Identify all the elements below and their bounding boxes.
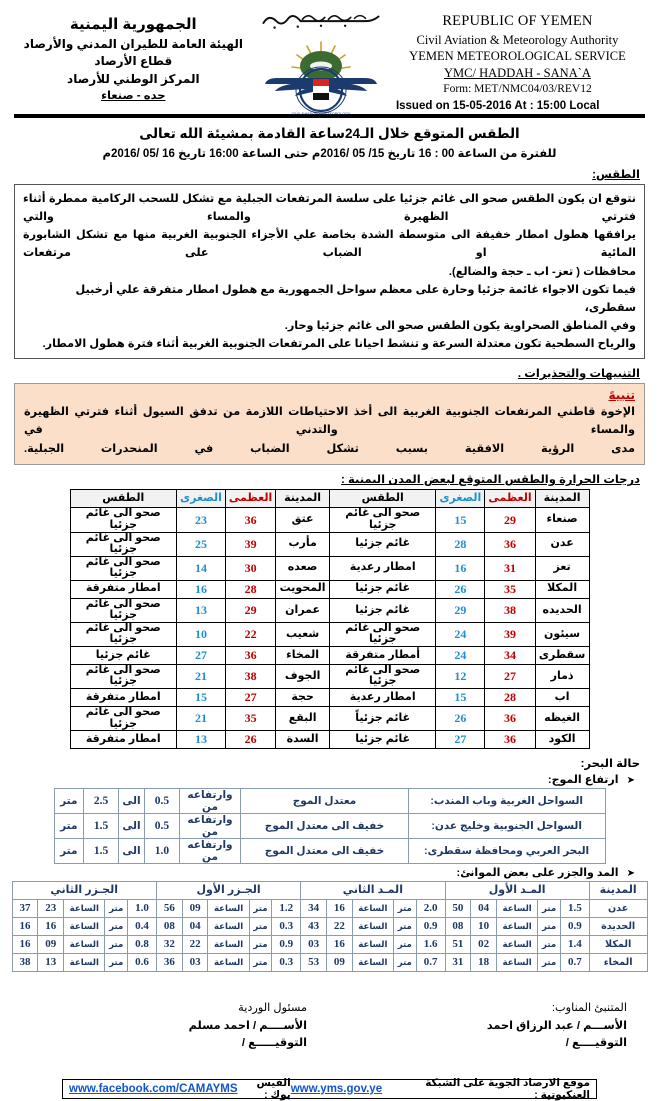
temp-cell-max-left: 36 xyxy=(225,646,275,664)
tide-cell-city: المخاء xyxy=(589,954,647,972)
temp-cell-weather-right: امطار رعدية xyxy=(329,689,436,707)
bullet-arrow-icon: ➤ xyxy=(626,775,635,787)
tide-table-wrapper xyxy=(10,881,649,972)
temp-cell-city-left: حجة xyxy=(276,689,330,707)
table-row xyxy=(12,936,647,954)
tide-cell-high-2-meters: 2.0 xyxy=(416,900,445,918)
sub-label-wave-height xyxy=(10,773,635,786)
header-logo-block xyxy=(249,8,394,116)
temp-cell-min-right: 26 xyxy=(436,707,485,731)
temp-cell-max-right: 36 xyxy=(485,532,535,556)
temp-cell-weather-right: أمطار متفرقة xyxy=(329,646,436,664)
tide-cell-low-2-hour-label: الساعة xyxy=(64,900,105,918)
header-ar-line2: الهيئة العامة للطيران المدني والأرصاد xyxy=(23,36,243,51)
signature-shift-supervisor xyxy=(77,1000,307,1053)
temp-cell-weather-left: صحو الى غائم جزئيا xyxy=(70,707,177,731)
tide-cell-high-1-mm: 18 xyxy=(471,954,497,972)
temp-cell-min-left: 14 xyxy=(177,556,226,580)
header-ar-line4: المركز الوطني للأرصاد xyxy=(67,71,200,86)
tide-cell-high-1-hour-label: الساعة xyxy=(497,936,538,954)
temp-cell-city-right: الحديده xyxy=(535,598,589,622)
sea-cell-from-value: 1.0 xyxy=(144,839,179,864)
th-min-right: الصغرى xyxy=(436,490,485,508)
sea-state-table-wrapper xyxy=(10,788,649,864)
temp-cell-city-left: السدة xyxy=(276,731,330,749)
tide-cell-high-2-unit: متر xyxy=(393,918,416,936)
temp-cell-min-right: 24 xyxy=(436,646,485,664)
sea-cell-state: خفيف الى معتدل الموج xyxy=(241,839,409,864)
temp-cell-min-left: 10 xyxy=(177,622,226,646)
tide-cell-low-1-mm: 04 xyxy=(182,918,208,936)
temp-cell-city-right: الكود xyxy=(535,731,589,749)
section-label-sea: حالة البحر: xyxy=(580,758,640,771)
tide-cell-low-1-unit: متر xyxy=(249,954,272,972)
sea-cell-state: خفيف الى معتدل الموج xyxy=(241,814,409,839)
sea-cell-to-value: 1.5 xyxy=(84,814,119,839)
temp-cell-max-right: 29 xyxy=(485,508,535,532)
sea-cell-from-label: وارتفاعه من xyxy=(179,789,240,814)
warning-title: تنبيهً xyxy=(608,388,635,403)
tide-cell-low-1-hh: 56 xyxy=(156,900,182,918)
tide-cell-low-1-hour-label: الساعة xyxy=(208,954,249,972)
temp-cell-weather-right: غائم جزئيا xyxy=(329,731,436,749)
tide-cell-high-1-hour-label: الساعة xyxy=(497,918,538,936)
supervisor-signature: التوقيـــــع / xyxy=(241,1037,307,1050)
th-tide-high2: المـد الثاني xyxy=(301,882,445,900)
temp-cell-weather-right: صحو الى غائم جزئيا xyxy=(329,664,436,688)
temp-cell-weather-left: امطار متفرقة xyxy=(70,689,177,707)
temp-cell-city-right: سقطرى xyxy=(535,646,589,664)
temp-cell-weather-right: غائم جزئيا xyxy=(329,532,436,556)
tide-table-body xyxy=(12,900,647,972)
tide-cell-high-1-mm: 04 xyxy=(471,900,497,918)
tide-cell-high-2-hour-label: الساعة xyxy=(352,954,393,972)
temp-cell-min-left: 27 xyxy=(177,646,226,664)
tide-cell-city: عدن xyxy=(589,900,647,918)
table-row xyxy=(12,918,647,936)
forecast-line-3: محافظات ( تعز- اب ـ حجة والضالع). xyxy=(448,265,636,278)
temp-cell-weather-left: صحو الى غائم جزئيا xyxy=(70,532,177,556)
signature-row xyxy=(10,1000,649,1053)
th-tide-low1: الجـزر الأول xyxy=(156,882,300,900)
temp-cell-weather-right: غائم جزئيا xyxy=(329,598,436,622)
header-english-block xyxy=(394,8,641,114)
temp-cell-city-right: سيئون xyxy=(535,622,589,646)
temp-cell-min-right: 29 xyxy=(436,598,485,622)
tide-cell-high-1-hh: 51 xyxy=(445,936,471,954)
header-en-line3: YEMEN METEOROLOGICAL SERVICE xyxy=(409,49,626,64)
tide-cell-high-1-unit: متر xyxy=(538,900,561,918)
signature-forecaster xyxy=(377,1000,627,1053)
temp-cell-min-left: 13 xyxy=(177,598,226,622)
temp-cell-min-left: 15 xyxy=(177,689,226,707)
temp-cell-max-right: 36 xyxy=(485,707,535,731)
header-ar-line3: قطاع الأرصاد xyxy=(94,54,173,69)
sea-cell-region: البحر العربي ومحافظة سقطرى: xyxy=(408,839,605,864)
sea-cell-to-label: الى xyxy=(119,814,145,839)
temp-cell-city-left: مأرب xyxy=(276,532,330,556)
temp-cell-weather-right: امطار رعدية xyxy=(329,556,436,580)
temp-cell-max-left: 26 xyxy=(225,731,275,749)
forecast-line-4: فيما تكون الاجواء غائمة جزئيا وحارة على معظم سواحل الجمهورية مع هطول امطار متفرقة علي أرخبيل سقطرى، xyxy=(75,283,636,314)
table-row xyxy=(54,814,605,839)
tide-cell-high-1-hour-label: الساعة xyxy=(497,954,538,972)
temp-cell-max-left: 22 xyxy=(225,622,275,646)
temp-cell-max-left: 28 xyxy=(225,580,275,598)
tide-cell-low-2-mm: 16 xyxy=(38,918,64,936)
tide-cell-high-2-hh: 03 xyxy=(301,936,327,954)
tide-cell-low-2-hh: 37 xyxy=(12,900,38,918)
tide-cell-high-1-hh: 50 xyxy=(445,900,471,918)
civil-aviation-emblem-icon xyxy=(261,38,381,116)
tide-cell-low-1-hh: 08 xyxy=(156,918,182,936)
tide-cell-low-2-meters: 0.4 xyxy=(128,918,157,936)
tide-cell-high-2-meters: 1.6 xyxy=(416,936,445,954)
header-en-issued-on: Issued on 15-05-2016 At : 15:00 Local xyxy=(395,99,600,112)
table-row xyxy=(70,556,589,580)
temp-cell-city-left: عمران xyxy=(276,598,330,622)
sea-state-table xyxy=(54,788,606,864)
temp-cell-city-left: الجوف xyxy=(276,664,330,688)
footer-website-label: موقع الارصاد الجوية على الشبكة العنكبوتية : xyxy=(425,1076,590,1101)
temp-cell-max-left: 30 xyxy=(225,556,275,580)
forecaster-name: الأســـم / عبد الرزاق احمد xyxy=(486,1019,627,1032)
tide-cell-low-2-mm: 09 xyxy=(38,936,64,954)
tide-cell-high-1-unit: متر xyxy=(538,936,561,954)
section-label-temperatures: درجات الحرارة والطقس المتوقع لبعض المدن اليمنية : xyxy=(341,474,640,487)
sea-cell-to-label: الى xyxy=(119,839,145,864)
sub-label-wave-text: ارتفاع الموج: xyxy=(547,774,619,787)
temp-cell-min-left: 21 xyxy=(177,707,226,731)
temp-cell-city-right: المكلا xyxy=(535,580,589,598)
tide-cell-high-2-unit: متر xyxy=(393,900,416,918)
tide-cell-low-1-meters: 0.3 xyxy=(272,918,301,936)
tide-cell-low-1-hour-label: الساعة xyxy=(208,900,249,918)
th-weather-left: الطقس xyxy=(70,490,177,508)
tide-cell-low-2-hour-label: الساعة xyxy=(64,918,105,936)
temp-cell-weather-left: غائم جزئيا xyxy=(70,646,177,664)
table-row xyxy=(70,689,589,707)
forecast-text-box xyxy=(14,184,645,359)
temp-cell-max-left: 38 xyxy=(225,664,275,688)
temp-cell-weather-left: صحو الى غائم جزئيا xyxy=(70,622,177,646)
forecast-line-5: وفي المناطق الصحراوية يكون الطقس صحو الى غائم جزئيا وحار. xyxy=(284,319,636,332)
supervisor-role: مسئول الوردية xyxy=(238,1002,307,1015)
tide-cell-high-1-hour-label: الساعة xyxy=(497,900,538,918)
th-tide-low2: الجـزر الثاني xyxy=(12,882,156,900)
tide-cell-high-1-hh: 31 xyxy=(445,954,471,972)
temp-cell-weather-left: صحو الى غائم جزئيا xyxy=(70,664,177,688)
temp-cell-min-right: 27 xyxy=(436,731,485,749)
temp-cell-max-right: 38 xyxy=(485,598,535,622)
forecaster-role: المتنبئ المناوب: xyxy=(551,1002,627,1015)
temp-cell-min-left: 25 xyxy=(177,532,226,556)
th-tide-city: المدينة xyxy=(589,882,647,900)
table-row xyxy=(70,707,589,731)
temp-cell-city-left: البقع xyxy=(276,707,330,731)
temp-cell-weather-left: امطار متفرقة xyxy=(70,731,177,749)
tide-cell-city: المكلا xyxy=(589,936,647,954)
basmala-calligraphy-icon xyxy=(251,10,391,36)
tide-cell-high-2-mm: 22 xyxy=(326,918,352,936)
tide-cell-high-2-hour-label: الساعة xyxy=(352,936,393,954)
table-row xyxy=(70,598,589,622)
temp-cell-city-left: المحويت xyxy=(276,580,330,598)
temp-cell-max-left: 36 xyxy=(225,508,275,532)
document-header xyxy=(10,0,649,116)
table-row xyxy=(70,622,589,646)
tide-cell-low-1-hour-label: الساعة xyxy=(208,918,249,936)
tide-cell-high-2-meters: 0.7 xyxy=(416,954,445,972)
tide-table-header-row xyxy=(12,882,647,900)
temp-cell-max-right: 35 xyxy=(485,580,535,598)
header-en-line2: Civil Aviation & Meteorology Authority xyxy=(416,32,619,47)
tide-cell-high-2-mm: 16 xyxy=(326,900,352,918)
facebook-link[interactable]: www.facebook.com/CAMAYMS xyxy=(69,1082,238,1095)
bullet-arrow-icon-2: ➤ xyxy=(626,868,635,880)
tide-cell-high-2-hour-label: الساعة xyxy=(352,918,393,936)
tide-cell-low-2-unit: متر xyxy=(105,900,128,918)
tide-cell-high-1-meters: 0.9 xyxy=(560,918,589,936)
temp-cell-max-right: 31 xyxy=(485,556,535,580)
temp-cell-weather-right: غائم جزئيا xyxy=(329,580,436,598)
tide-cell-city: الحديدة xyxy=(589,918,647,936)
temperature-table xyxy=(70,489,590,749)
temp-cell-min-left: 13 xyxy=(177,731,226,749)
tide-cell-low-2-meters: 0.8 xyxy=(128,936,157,954)
tide-cell-high-2-unit: متر xyxy=(393,936,416,954)
forecaster-signature: التوقيــــع / xyxy=(565,1037,627,1050)
sub-label-tide xyxy=(10,866,635,879)
tide-cell-low-2-hour-label: الساعة xyxy=(64,936,105,954)
tide-cell-low-2-hh: 16 xyxy=(12,918,38,936)
sea-cell-region: السواحل الجنوبية وخليج عدن: xyxy=(408,814,605,839)
tide-cell-low-1-unit: متر xyxy=(249,900,272,918)
website-link[interactable]: www.yms.gov.ye xyxy=(290,1082,383,1095)
temp-cell-city-left: شعيب xyxy=(276,622,330,646)
tide-cell-high-2-hh: 53 xyxy=(301,954,327,972)
temp-cell-weather-left: صحو الى غائم جزئيا xyxy=(70,556,177,580)
tide-cell-high-1-meters: 0.7 xyxy=(560,954,589,972)
validity-period: للفترة من الساعة 00 : 16 تاريخ 15/ 05 /2016م حتى الساعة 16:00 تاريخ 16 /05 /2016م xyxy=(102,148,557,160)
temp-cell-max-right: 39 xyxy=(485,622,535,646)
bulletin-title-block xyxy=(10,126,649,160)
tide-cell-low-1-meters: 0.9 xyxy=(272,936,301,954)
tide-cell-low-2-mm: 23 xyxy=(38,900,64,918)
temp-cell-city-right: صنعاء xyxy=(535,508,589,532)
tide-cell-high-1-meters: 1.4 xyxy=(560,936,589,954)
footer-links-box xyxy=(62,1076,597,1101)
tide-cell-low-1-mm: 09 xyxy=(182,900,208,918)
temperature-table-body xyxy=(70,508,589,749)
temp-cell-weather-right: صحو الى غائم جزئيا xyxy=(329,508,436,532)
temp-cell-max-right: 27 xyxy=(485,664,535,688)
temperature-table-header-row xyxy=(70,490,589,508)
temp-cell-min-left: 16 xyxy=(177,580,226,598)
footer-facebook-label: الفيس بوك : xyxy=(256,1076,291,1101)
tide-cell-low-2-mm: 13 xyxy=(38,954,64,972)
tide-cell-low-1-mm: 22 xyxy=(182,936,208,954)
tide-cell-high-2-meters: 0.9 xyxy=(416,918,445,936)
header-en-line4: YMC/ HADDAH - SANA`A xyxy=(444,66,591,81)
temp-cell-min-right: 26 xyxy=(436,580,485,598)
tide-cell-high-1-hh: 08 xyxy=(445,918,471,936)
temp-cell-weather-left: امطار متفرقة xyxy=(70,580,177,598)
th-weather-right: الطقس xyxy=(329,490,436,508)
sea-cell-unit: متر xyxy=(54,814,84,839)
tide-cell-low-1-unit: متر xyxy=(249,936,272,954)
sub-label-tide-text: المد والجزر على بعض الموانئ: xyxy=(456,867,619,880)
tide-cell-high-1-meters: 1.5 xyxy=(560,900,589,918)
th-max-left: العظمى xyxy=(225,490,275,508)
footer-website-segment xyxy=(291,1077,590,1101)
th-min-left: الصغرى xyxy=(177,490,226,508)
table-row xyxy=(70,532,589,556)
temp-cell-max-right: 36 xyxy=(485,731,535,749)
th-max-right: العظمى xyxy=(485,490,535,508)
tide-cell-low-2-unit: متر xyxy=(105,918,128,936)
tide-cell-low-1-hour-label: الساعة xyxy=(208,936,249,954)
temp-cell-city-left: صعده xyxy=(276,556,330,580)
tide-cell-low-2-meters: 1.0 xyxy=(128,900,157,918)
temp-cell-weather-right: صحو الى غائم جزئيا xyxy=(329,622,436,646)
header-en-form-number: Form: MET/NMC04/03/REV12 xyxy=(443,83,592,96)
tide-cell-low-1-meters: 0.3 xyxy=(272,954,301,972)
temp-cell-weather-left: صحو الى غائم جزئيا xyxy=(70,508,177,532)
tide-cell-low-2-hour-label: الساعة xyxy=(64,954,105,972)
temp-cell-min-right: 24 xyxy=(436,622,485,646)
tide-cell-low-1-hh: 32 xyxy=(156,936,182,954)
table-row xyxy=(54,839,605,864)
tide-cell-low-2-unit: متر xyxy=(105,936,128,954)
temp-cell-min-left: 23 xyxy=(177,508,226,532)
table-row xyxy=(12,900,647,918)
section-label-alerts: التنبيهات والتحذيرات . xyxy=(517,368,640,381)
temp-cell-max-left: 29 xyxy=(225,598,275,622)
temp-cell-city-left: المخاء xyxy=(276,646,330,664)
forecast-line-1: نتوقع ان يكون الطقس صحو الى غائم جزئيا على سلسة المرتفعات الجبلية مع تشكل للسحب الركامية ممطرة أثناء فترتي الظهيرة والمساء والتي xyxy=(23,193,636,224)
sea-cell-from-label: وارتفاعه من xyxy=(179,839,240,864)
header-en-line1: REPUBLIC OF YEMEN xyxy=(442,13,593,29)
temp-cell-city-right: تعز xyxy=(535,556,589,580)
tide-cell-low-1-meters: 1.2 xyxy=(272,900,301,918)
temp-cell-weather-left: صحو الى غائم جزئيا xyxy=(70,598,177,622)
temp-cell-min-right: 15 xyxy=(436,508,485,532)
header-arabic-block xyxy=(18,8,249,105)
tide-cell-high-2-mm: 16 xyxy=(326,936,352,954)
table-row xyxy=(70,646,589,664)
header-ar-line1: الجمهورية اليمنية xyxy=(69,16,197,33)
tide-cell-high-2-mm: 09 xyxy=(326,954,352,972)
temp-cell-city-right: ذمار xyxy=(535,664,589,688)
sea-cell-region: السواحل الغربية وباب المندب: xyxy=(408,789,605,814)
tide-cell-high-1-unit: متر xyxy=(538,918,561,936)
temp-cell-min-left: 21 xyxy=(177,664,226,688)
sea-state-table-body xyxy=(54,789,605,864)
sea-cell-to-value: 1.5 xyxy=(84,839,119,864)
footer-facebook-segment xyxy=(69,1077,291,1101)
temperature-table-wrapper xyxy=(10,489,649,749)
tide-cell-high-2-hh: 34 xyxy=(301,900,327,918)
tide-cell-low-2-meters: 0.6 xyxy=(128,954,157,972)
temp-cell-city-right: عدن xyxy=(535,532,589,556)
table-row xyxy=(70,508,589,532)
page-title: الطقس المتوقع خلال الـ24ساعة القادمة بمشيئة الله تعالى xyxy=(139,126,520,141)
tide-cell-low-2-hh: 38 xyxy=(12,954,38,972)
sea-cell-from-value: 0.5 xyxy=(144,789,179,814)
tide-cell-high-1-mm: 10 xyxy=(471,918,497,936)
temp-cell-min-right: 16 xyxy=(436,556,485,580)
tide-cell-low-2-hh: 16 xyxy=(12,936,38,954)
header-ar-line5: حده - صنعاء xyxy=(101,89,166,102)
th-tide-high1: المـد الأول xyxy=(445,882,589,900)
table-row xyxy=(70,664,589,688)
th-city-right: المدينة xyxy=(535,490,589,508)
temp-cell-max-left: 35 xyxy=(225,707,275,731)
sea-cell-unit: متر xyxy=(54,839,84,864)
temp-cell-city-left: عتق xyxy=(276,508,330,532)
tide-cell-high-1-unit: متر xyxy=(538,954,561,972)
tide-cell-low-1-unit: متر xyxy=(249,918,272,936)
table-row xyxy=(70,731,589,749)
tide-cell-high-1-mm: 02 xyxy=(471,936,497,954)
temp-cell-min-right: 15 xyxy=(436,689,485,707)
tide-cell-low-1-hh: 36 xyxy=(156,954,182,972)
tide-cell-high-2-hour-label: الساعة xyxy=(352,900,393,918)
warning-line-2: مدى الرؤية الافقية بسبب تشكل الضباب في المنحدرات الجبلية. xyxy=(24,443,635,456)
tide-table xyxy=(12,881,648,972)
sea-cell-from-value: 0.5 xyxy=(144,814,179,839)
temp-cell-max-left: 39 xyxy=(225,532,275,556)
warning-box xyxy=(14,383,645,465)
sea-cell-to-label: الى xyxy=(119,789,145,814)
warning-line-1: الإخوة قاطني المرتفعات الجنوبية الغربية الى أخذ الاحتياطات اللازمة من تدفق السيول أثناء فترتي الظهيرة والمساء والتدني في xyxy=(24,406,635,437)
temp-cell-max-left: 27 xyxy=(225,689,275,707)
table-row xyxy=(12,954,647,972)
sea-cell-unit: متر xyxy=(54,789,84,814)
th-city-left: المدينة xyxy=(276,490,330,508)
section-label-weather: الطقس: xyxy=(592,169,640,181)
temp-cell-min-right: 28 xyxy=(436,532,485,556)
temp-cell-max-right: 28 xyxy=(485,689,535,707)
temp-cell-max-right: 34 xyxy=(485,646,535,664)
table-row xyxy=(54,789,605,814)
table-row xyxy=(70,580,589,598)
sea-cell-to-value: 2.5 xyxy=(84,789,119,814)
temp-cell-min-right: 12 xyxy=(436,664,485,688)
temp-cell-city-right: اب xyxy=(535,689,589,707)
temp-cell-weather-right: غائم جزئياً xyxy=(329,707,436,731)
temp-cell-city-right: الغيظه xyxy=(535,707,589,731)
tide-cell-low-1-mm: 03 xyxy=(182,954,208,972)
svg-text:CIVIL AVIATION & METEOROLOGY: CIVIL AVIATION & METEOROLOGY xyxy=(292,112,351,116)
supervisor-name: الأســــم / احمد مسلم xyxy=(188,1019,307,1032)
forecast-line-6: والرياح السطحية تكون معتدلة السرعة و تنشط احيانا على المرتفعات الجنوبية الغربية أثناء فترة هطول الامطار. xyxy=(42,338,636,351)
tide-cell-low-2-unit: متر xyxy=(105,954,128,972)
sea-cell-state: معتدل الموج xyxy=(241,789,409,814)
tide-cell-high-2-unit: متر xyxy=(393,954,416,972)
sea-cell-from-label: وارتفاعه من xyxy=(179,814,240,839)
tide-cell-high-2-hh: 43 xyxy=(301,918,327,936)
forecast-line-2: يرافقها هطول امطار خفيفة الى متوسطة الشدة بخاصة علي الأجزاء الجنوبية الغربية منها مع تشكل الشابورة المائية او الضباب على مرتفعات xyxy=(23,229,636,260)
